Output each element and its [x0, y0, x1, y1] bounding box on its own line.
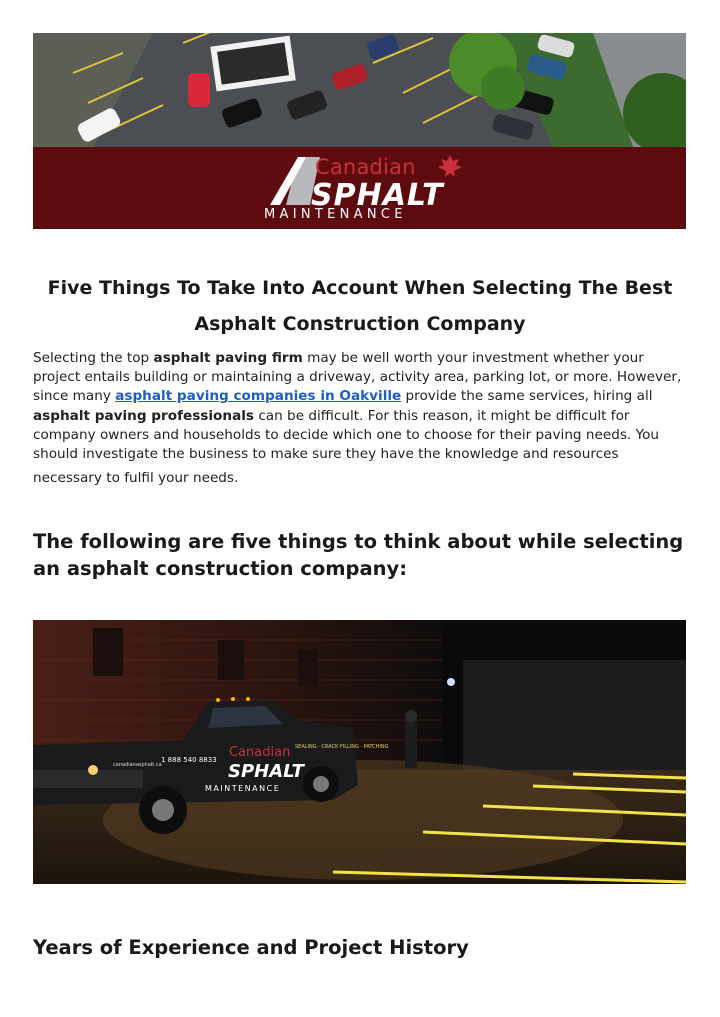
truck-illustration: [33, 620, 686, 884]
truck-decal-canadian: Canadian: [229, 745, 291, 760]
truck-night-photo: [33, 620, 686, 884]
oakville-paving-link[interactable]: asphalt paving companies in Oakville: [115, 388, 402, 405]
logo-canadian-text: Canadian: [315, 155, 416, 179]
intro-text-3: provide the same services, hiring all: [401, 388, 653, 405]
intro-text-2: may be well worth your investment whether your project entails building or maintaining a driveway, activity area, parking lot, or more. However, since many: [33, 350, 682, 405]
logo-asphalt-text: SPHALT: [311, 178, 444, 213]
article-title: Five Things To Take Into Account When Selecting The Best Asphalt Construction Company: [47, 277, 673, 335]
hero-image: [33, 33, 686, 229]
intro-text-4: can be difficult. For this reason, it might be difficult for company owners and households to decide which one to choose for their paving needs. You should investigate the business to make sure they have the knowledge and resources: [33, 407, 660, 463]
truck-decal-services: SEALING · CRACK FILLING · PATCHING: [295, 744, 389, 750]
experience-heading: Years of Experience and Project History: [33, 936, 469, 959]
logo-maintenance-text: MAINTENANCE: [264, 207, 407, 222]
maple-leaf-icon: [438, 155, 462, 177]
truck-decal-phone: 1 888 540 8833: [161, 756, 217, 764]
parking-lot-illustration: [33, 33, 686, 147]
intro-paragraph: [33, 349, 693, 488]
intro-text-1: Selecting the top: [33, 350, 154, 366]
brand-banner: [33, 147, 686, 229]
parking-lot-aerial-photo: [33, 33, 686, 147]
intro-text-5: necessary to fulfil your needs.: [33, 470, 239, 487]
truck-decal-maintenance: MAINTENANCE: [205, 784, 281, 793]
intro-bold-1: asphalt paving firm: [153, 350, 303, 366]
intro-bold-2: asphalt paving professionals: [33, 407, 254, 424]
truck-decal-site: canadianasphalt.ca: [113, 762, 162, 768]
truck-decal-asphalt: SPHALT: [228, 761, 304, 782]
five-things-heading: The following are five things to think about while selecting an asphalt construction company:: [33, 530, 684, 580]
